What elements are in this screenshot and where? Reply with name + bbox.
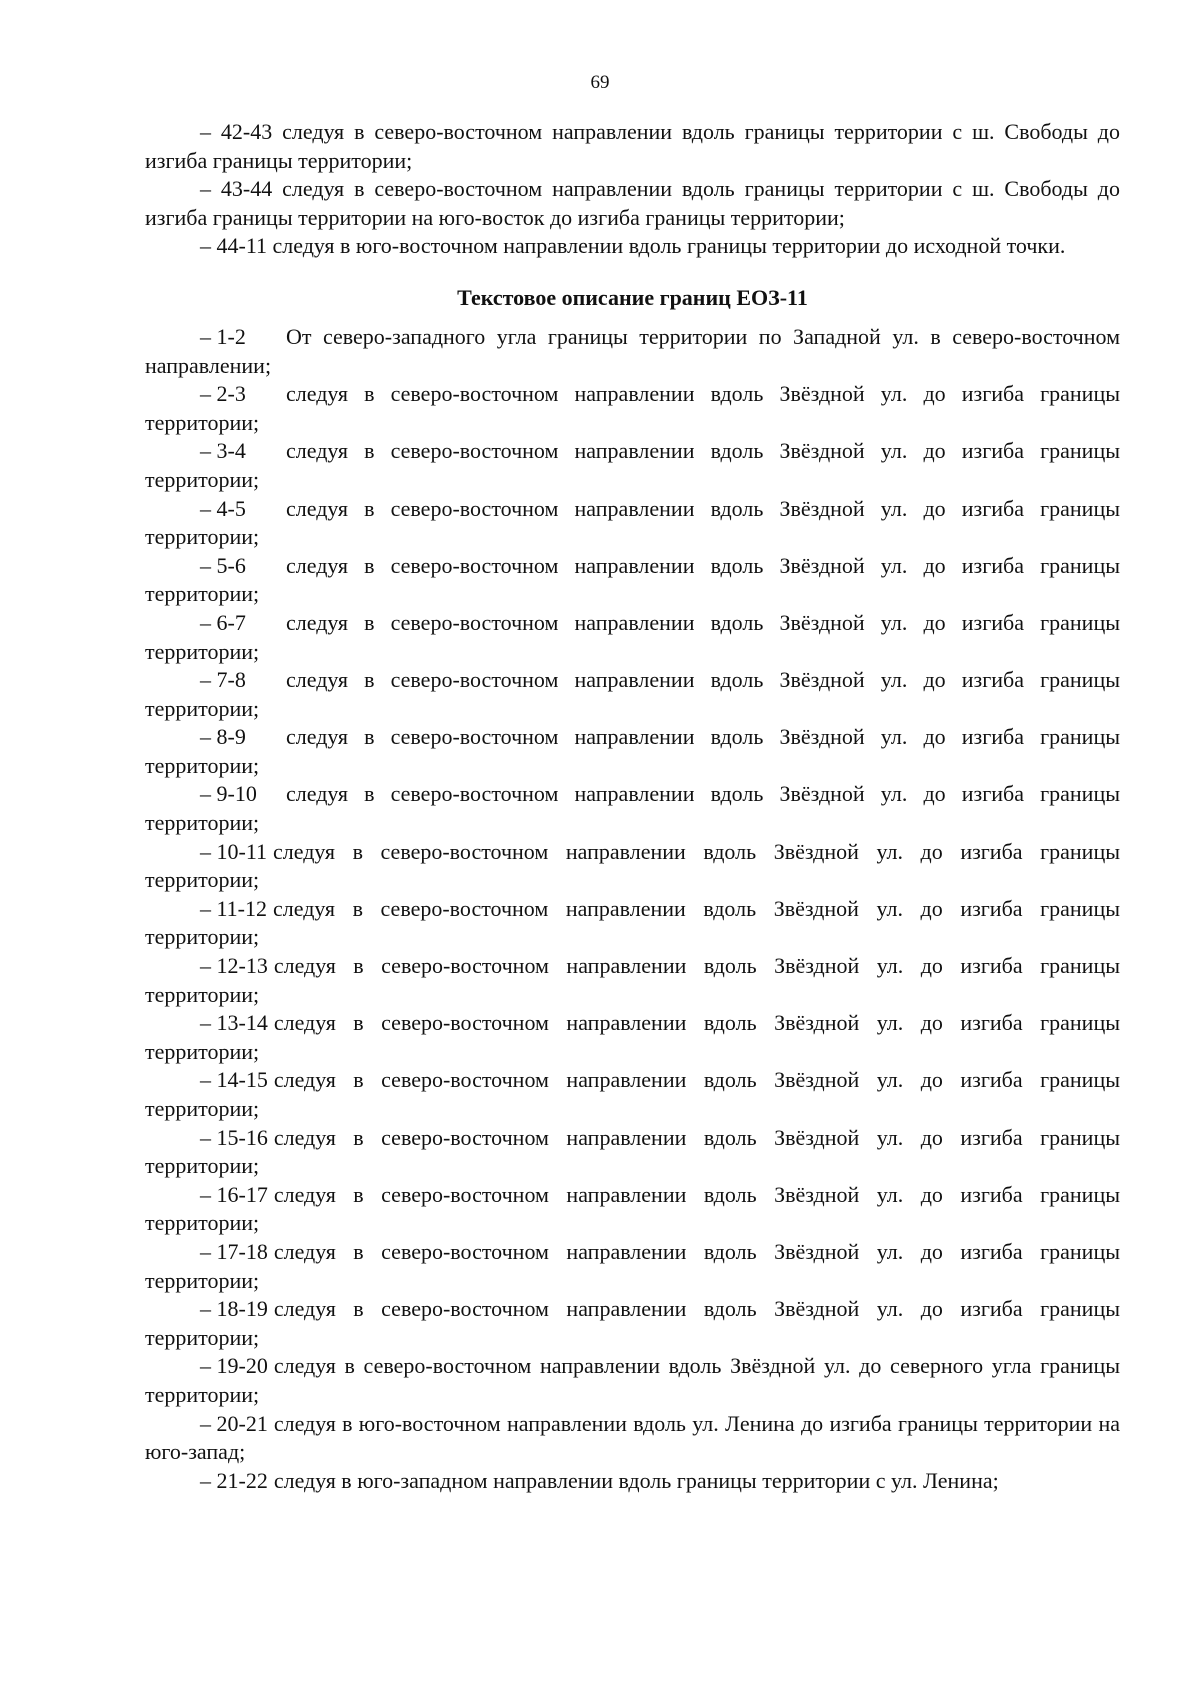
section-heading: Текстовое описание границ ЕОЗ-11	[457, 284, 808, 310]
segment-code: – 7-8	[200, 667, 246, 693]
boundary-segment-item	[145, 952, 1120, 1009]
segment-description: следуя в северо-восточном направлении вдоль Звёздной ул. до изгиба границы территории;	[145, 1181, 1120, 1236]
intro-paragraph: – 44-11 следуя в юго-восточном направлении вдоль границы территории до исходной точки.	[200, 233, 1066, 259]
segment-description: следуя в северо-восточном направлении вдоль Звёздной ул. до изгиба границы территории;	[145, 1010, 1120, 1064]
segment-code: – 14-15	[200, 1067, 268, 1093]
boundary-segment-item	[145, 552, 1120, 609]
segment-description: следуя в северо-восточном направлении вдоль Звёздной ул. до изгиба границы территории;	[145, 552, 1120, 607]
boundary-segment-list	[145, 323, 1120, 1495]
boundary-segment-item	[145, 1295, 1120, 1352]
segment-code: – 16-17	[200, 1181, 268, 1207]
segment-code: – 12-13	[200, 953, 268, 979]
segment-code: – 3-4	[200, 438, 246, 464]
segment-code: – 8-9	[200, 724, 246, 750]
segment-description: следуя в северо-восточном направлении вдоль Звёздной ул. до изгиба границы территории;	[145, 381, 1120, 435]
boundary-segment-item	[145, 1181, 1120, 1238]
boundary-segment-item	[145, 323, 1120, 380]
segment-description: следуя в северо-восточном направлении вдоль Звёздной ул. до северного угла границы территории;	[145, 1353, 1120, 1407]
segment-code: – 4-5	[200, 495, 246, 521]
boundary-segment-item	[145, 1066, 1120, 1123]
boundary-segment-item	[145, 1009, 1120, 1066]
segment-code: – 20-21	[200, 1410, 268, 1436]
segment-description: следуя в северо-восточном направлении вдоль Звёздной ул. до изгиба границы территории;	[145, 609, 1120, 664]
segment-description: следуя в северо-восточном направлении вдоль Звёздной ул. до изгиба границы территории;	[145, 1124, 1120, 1179]
segment-description: следуя в северо-восточном направлении вдоль Звёздной ул. до изгиба границы территории;	[145, 667, 1120, 721]
boundary-segment-item	[145, 1352, 1120, 1409]
page-number: 69	[590, 72, 610, 93]
segment-code: – 9-10	[200, 781, 257, 807]
document-body	[145, 118, 1120, 1495]
boundary-segment-item	[145, 1238, 1120, 1295]
segment-code: – 1-2	[200, 323, 246, 349]
segment-description: От северо-западного угла границы территории по Западной ул. в северо-восточном направлении;	[145, 323, 1120, 378]
segment-description: следуя в северо-восточном направлении вдоль Звёздной ул. до изгиба границы территории;	[145, 895, 1120, 950]
boundary-segment-item	[145, 666, 1120, 723]
segment-description: следуя в северо-восточном направлении вдоль Звёздной ул. до изгиба границы территории;	[145, 838, 1120, 893]
segment-description: следуя в северо-восточном направлении вдоль Звёздной ул. до изгиба границы территории;	[145, 495, 1120, 550]
segment-description: следуя в северо-восточном направлении вдоль Звёздной ул. до изгиба границы территории;	[145, 724, 1120, 778]
boundary-segment-item	[145, 723, 1120, 780]
segment-description: следуя в северо-восточном направлении вдоль Звёздной ул. до изгиба границы территории;	[145, 1296, 1120, 1350]
segment-description: следуя в северо-восточном направлении вдоль Звёздной ул. до изгиба границы территории;	[145, 953, 1120, 1007]
segment-code: – 18-19	[200, 1296, 268, 1322]
intro-paragraph: – 43-44 следуя в северо-восточном направлении вдоль границы территории с ш. Свободы до изгиба границы территории на юго-восток до изгиба границы территории;	[145, 176, 1120, 230]
segment-description: следуя в юго-восточном направлении вдоль ул. Ленина до изгиба границы территории на юго-запад;	[145, 1410, 1120, 1465]
segment-code: – 5-6	[200, 552, 246, 578]
segment-description: следуя в северо-восточном направлении вдоль Звёздной ул. до изгиба границы территории;	[145, 781, 1120, 836]
boundary-segment-item	[145, 1410, 1120, 1467]
segment-description: следуя в северо-восточном направлении вдоль Звёздной ул. до изгиба границы территории;	[145, 1067, 1120, 1121]
boundary-segment-item	[145, 1124, 1120, 1181]
intro-paragraph: – 42-43 следуя в северо-восточном направлении вдоль границы территории с ш. Свободы до изгиба границы территории;	[145, 119, 1120, 173]
segment-code: – 15-16	[200, 1124, 268, 1150]
boundary-segment-item	[145, 609, 1120, 666]
boundary-segment-item	[145, 495, 1120, 552]
boundary-segment-item	[145, 437, 1120, 494]
segment-code: – 19-20	[200, 1353, 268, 1379]
segment-code: – 10-11	[200, 838, 268, 864]
boundary-segment-item	[145, 838, 1120, 895]
boundary-segment-item	[145, 895, 1120, 952]
segment-code: – 6-7	[200, 609, 246, 635]
boundary-segment-item	[145, 780, 1120, 837]
segment-description: следуя в северо-восточном направлении вдоль Звёздной ул. до изгиба границы территории;	[145, 1238, 1120, 1293]
segment-code: – 13-14	[200, 1010, 268, 1036]
segment-description: следуя в юго-западном направлении вдоль границы территории с ул. Ленина;	[273, 1467, 999, 1493]
segment-description: следуя в северо-восточном направлении вдоль Звёздной ул. до изгиба границы территории;	[145, 438, 1120, 492]
boundary-segment-item	[145, 380, 1120, 437]
segment-code: – 17-18	[200, 1238, 268, 1264]
segment-code: – 2-3	[200, 381, 246, 407]
boundary-segment-item	[145, 1467, 1120, 1496]
segment-code: – 21-22	[200, 1467, 268, 1493]
segment-code: – 11-12	[200, 895, 268, 921]
